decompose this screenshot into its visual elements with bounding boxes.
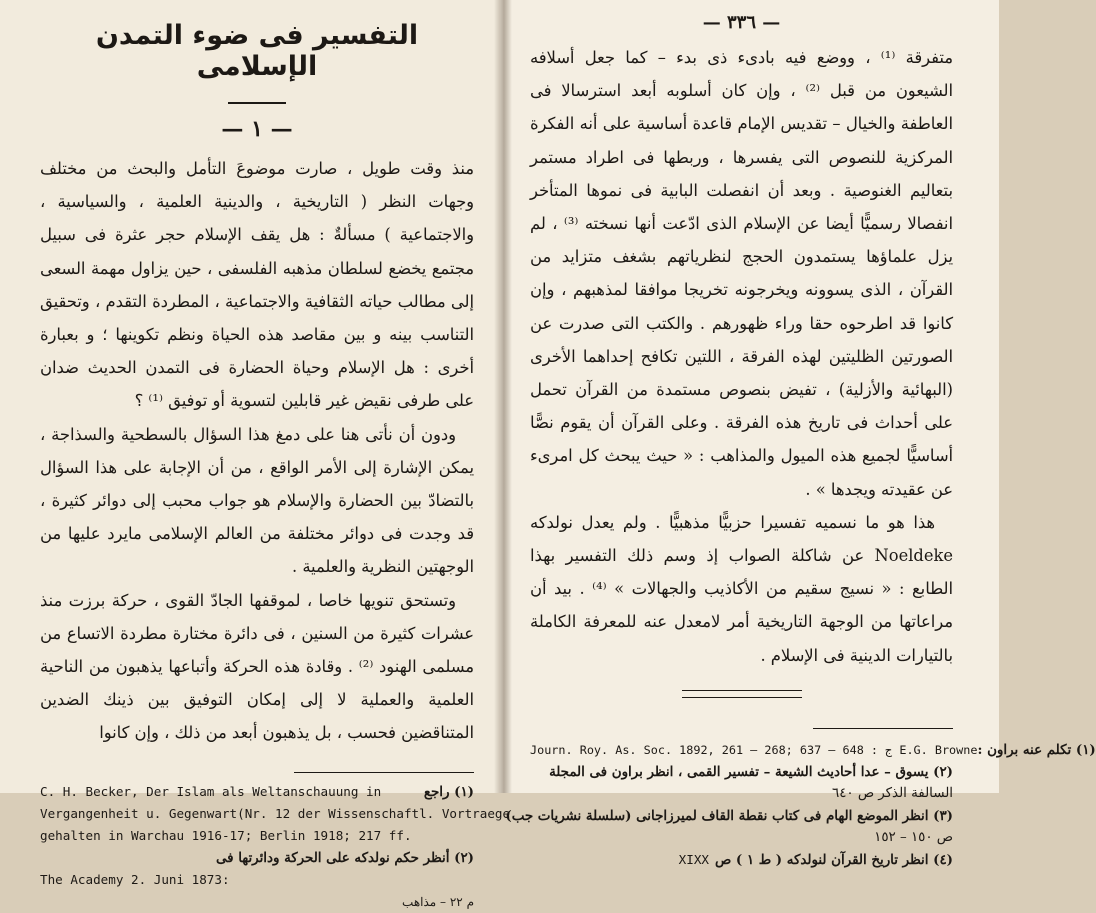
footnote-arabic: (٣) انظر الموضع الهام فى كتاب نقطة القاف لميرزاجانى (سلسلة نشريات جب) bbox=[505, 807, 953, 824]
footnote-latin: gehalten in Warchau 1916-17; Berlin 1918; 217 ff. bbox=[40, 827, 412, 843]
paragraph: متفرقة ⁽¹⁾ ، ووضع فيه بادىء ذى بدء – كما جعل أسلافه الشيعون من قبل ⁽²⁾ ، وإن كان أسلوبه أبعد استرسالا فى العاطفة والخيال – تقديس الإمام قاعدة أساسية على أنه الفكرة المركزية للنصوص التى يفسرها ، وربطها فى اطراد مستمر بتعاليم الغنوصية . وبعد أن انفصلت البابية فى نموها المتأخر انفصالا رسميًّا أيضا عن الإسلام الذى ادّعت أنها نسخته ⁽³⁾ ، لم يزل علماؤها يستمدون الحجج لنظرياتهم بشغف متزايد من القرآن ، الذى يسوونه ويخرجونه تخريجا موافقا لمذهبهم ، وإن كانوا قد اطرحوه حقا وراء ظهورهم . والكتب التى صدرت عن الصورتين الظليتين لهذه الفرقة ، اللتين تكافح إحداهما الأخرى (البهائية والأزلية) ، تفيض بنصوص مستمدة من القرآن تحمل على أحداث فى تاريخ هذه الفرقة . وعلى القرآن أن يقوم نصًّا أساسيًّا لجميع هذه الميول والمذاهب : « حيث يبحث كل امرىء عن عقيدته ويجدها » . bbox=[530, 48, 954, 499]
footnote-latin: Vergangenheit u. Gegenwart(Nr. 12 der Wissenschaftl. Vortraege bbox=[40, 805, 511, 821]
footnote-line bbox=[530, 761, 953, 783]
footnote-line bbox=[505, 805, 953, 827]
footnote-line bbox=[40, 891, 474, 913]
left-body-text bbox=[40, 152, 474, 750]
footnote-arabic: (١) تكلم عنه براون : bbox=[977, 741, 1096, 758]
footnote-rule bbox=[813, 728, 953, 729]
footnote-line bbox=[530, 783, 953, 805]
chapter-title: التفسير فى ضوء التمدن الإسلامى bbox=[95, 20, 419, 82]
paragraph: هذا هو ما نسميه تفسيرا حزبيًّا مذهبيًّا . ولم يعدل نولدكه Noeldeke عن شاكلة الصواب إذ وسم ذلك التفسير بهذا الطابع : « نسيج سقيم من الأكاذيب والجهالات » ⁽⁴⁾ . بيد أن مراعاتها من الوجهة التاريخية أمر لامعدل عنه للمعرفة الكاملة بالتيارات الدينية فى الإسلام . bbox=[530, 512, 953, 665]
footnote-arabic: ص ١٥٠ – ١٥٢ bbox=[874, 829, 953, 845]
footnote-latin: C. H. Becker, Der Islam als Weltanschauung in bbox=[40, 783, 382, 799]
footnote-latin: Journ. Roy. As. Soc. 1892, 261 — 268; 637 — 648 : ج E.G. Browne bbox=[530, 742, 978, 757]
footnote-arabic: (٢) يسوق – عدا أحاديث الشيعة – تفسير القمى ، انظر براون فى المجلة bbox=[549, 763, 953, 780]
footnote-line bbox=[40, 781, 474, 803]
paragraph: وتستحق تنويها خاصا ، لموقفها الجادّ القوى ، حركة برزت منذ عشرات كثيرة من السنين ، فى دائرة مختارة مطردة الاتساع من مسلمى الهنود ⁽²⁾ . وقادة هذه الحركة وأتباعها يذهبون من الناحية العلمية والعملية لا إلى إمكان التوفيق بين ذينك الضدين المتناقضين فحسب ، بل يذهبون أبعد من ذلك ، وإن كانوا bbox=[40, 590, 474, 743]
right-body-text bbox=[530, 41, 953, 672]
section-ornament bbox=[682, 690, 802, 698]
signature-mark: م ٢٢ – مذاهب bbox=[402, 894, 474, 909]
footnote-latin: XIXX bbox=[678, 851, 710, 867]
footnote-line bbox=[530, 827, 953, 849]
footnote-arabic: (١) راجع bbox=[423, 783, 474, 800]
footnote-rule bbox=[294, 772, 474, 773]
paragraph: ودون أن نأتى هنا على دمغ هذا السؤال بالسطحية والسذاجة ، يمكن الإشارة إلى الأمر الواقع ، من أن الإجابة على هذا السؤال بالتضادّ بين الحضارة والإسلام هو جواب محبب إلى دوائر كثيرة ، قد وجدت فى دوائر مختلفة من العالم الإسلامى مايرد عليها من الوجهتين النظرية والعلمية . bbox=[40, 424, 474, 577]
left-page bbox=[0, 0, 511, 909]
footnote-arabic: (٢) أنظر حكم نولدكه على الحركة ودائرتها فى bbox=[215, 849, 474, 866]
footnote-latin: The Academy 2. Juni 1873: bbox=[40, 871, 230, 887]
title-rule bbox=[228, 102, 286, 104]
footnote-line bbox=[530, 739, 1096, 761]
left-footnotes bbox=[40, 781, 511, 913]
footnote-line bbox=[40, 803, 511, 825]
right-footnotes bbox=[505, 739, 1096, 871]
section-number: — ١ — bbox=[221, 116, 293, 142]
page-number: — ٣٣٦ — bbox=[702, 12, 781, 33]
right-page bbox=[500, 0, 1096, 868]
footnote-arabic: السالفة الذكر ص ٦٤٠ bbox=[832, 785, 953, 801]
footnote-line bbox=[40, 825, 474, 847]
footnote-line bbox=[40, 847, 474, 869]
footnote-line bbox=[530, 849, 953, 871]
footnote-arabic: (٤) انظر تاريخ القرآن لنولدكه ( ط ١ ) ص bbox=[715, 851, 953, 868]
paragraph: منذ وقت طويل ، صارت موضوعَ التأمل والبحث من مختلف وجهات النظر ( التاريخية ، والدينية العلمية ، والسياسية ، والاجتماعية ) مسألةٌ : هل يقف الإسلام حجر عثرة فى سبيل مجتمع يخضع لسلطان مذهبه الفلسفى ، حين يزاول مهمة السعى إلى مطالب حياته الثقافية والاجتماعية ، المطردة التقدم ، وتحقيق التناسب بينه و بين مقاصد هذه الحياة ونظم تكوينها ؛ و بعبارة أخرى : هل الإسلام وحياة الحضارة فى التمدن الحديث ضدان على طرفى نقيض غير قابلين لتسوية أو توفيق ⁽¹⁾ ؟ bbox=[40, 159, 474, 411]
footnote-line bbox=[40, 869, 474, 891]
